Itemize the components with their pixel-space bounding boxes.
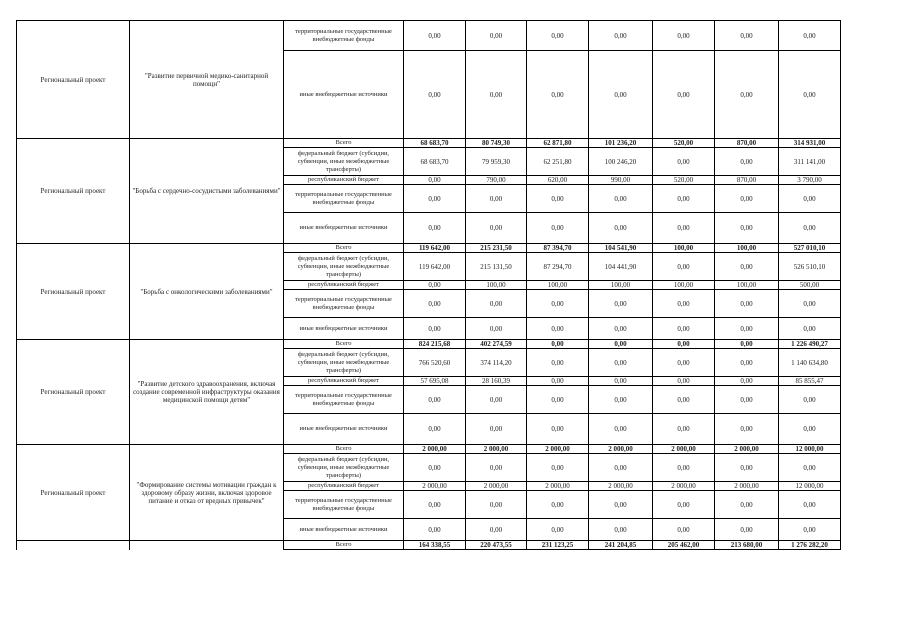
project-name: "Развитие детского здравоохранения, включая создание современной инфраструктуры оказания медицинской помощи детям" [130, 340, 284, 445]
project-type: Региональный проект [17, 139, 130, 244]
value-cell: 0,00 [715, 253, 779, 281]
value-cell: 0,00 [653, 318, 715, 340]
value-cell: 0,00 [404, 519, 466, 541]
funding-source: территориальные государственные внебюджетные фонды [284, 21, 404, 51]
value-cell: 0,00 [779, 290, 841, 318]
value-cell: 100,00 [466, 281, 527, 290]
value-cell: 68 683,70 [404, 148, 466, 176]
value-cell: 0,00 [589, 414, 653, 445]
value-cell: 402 274,59 [466, 340, 527, 349]
value-cell: 62 871,80 [527, 139, 589, 148]
project-type: Региональный проект [17, 445, 130, 541]
value-cell: 12 000,00 [779, 445, 841, 454]
value-cell: 0,00 [466, 213, 527, 244]
value-cell: 520,00 [653, 176, 715, 185]
value-cell: 2 000,00 [715, 482, 779, 491]
project-name: "Формирование системы мотивации граждан к здоровому образу жизни, включая здоровое питание и отказ от вредных привычек" [130, 445, 284, 541]
funding-source: территориальные государственные внебюджетные фонды [284, 185, 404, 213]
value-cell: 100,00 [653, 281, 715, 290]
funding-source: Всего [284, 340, 404, 349]
value-cell: 0,00 [715, 519, 779, 541]
value-cell: 1 140 634,80 [779, 349, 841, 377]
project-type: Региональный проект [17, 21, 130, 139]
value-cell: 0,00 [589, 454, 653, 482]
value-cell: 0,00 [466, 519, 527, 541]
value-cell: 87 294,70 [527, 253, 589, 281]
value-cell: 1 276 282,20 [779, 541, 841, 550]
funding-source: иные внебюджетные источники [284, 318, 404, 340]
value-cell: 0,00 [589, 340, 653, 349]
value-cell: 0,00 [527, 454, 589, 482]
funding-source: федеральный бюджет (субсидии, субвенции, иные межбюджетные трансферты) [284, 349, 404, 377]
value-cell: 100,00 [715, 244, 779, 253]
value-cell: 0,00 [653, 21, 715, 51]
value-cell: 0,00 [466, 454, 527, 482]
funding-source: республиканский бюджет [284, 281, 404, 290]
funding-source: федеральный бюджет (субсидии, субвенции, иные межбюджетные трансферты) [284, 148, 404, 176]
value-cell: 0,00 [527, 21, 589, 51]
value-cell: 0,00 [404, 491, 466, 519]
value-cell: 215 131,50 [466, 253, 527, 281]
empty-cell [130, 541, 284, 550]
value-cell: 1 226 490,27 [779, 340, 841, 349]
value-cell: 870,00 [715, 176, 779, 185]
value-cell: 0,00 [779, 213, 841, 244]
value-cell: 0,00 [715, 386, 779, 414]
project-type: Региональный проект [17, 340, 130, 445]
value-cell: 0,00 [715, 21, 779, 51]
value-cell: 0,00 [779, 386, 841, 414]
total-row [17, 139, 841, 148]
value-cell: 0,00 [466, 414, 527, 445]
value-cell: 527 010,10 [779, 244, 841, 253]
value-cell: 213 680,00 [715, 541, 779, 550]
project-name: "Развитие первичной медико-санитарной помощи" [130, 21, 284, 139]
value-cell: 0,00 [653, 454, 715, 482]
value-cell: 79 959,30 [466, 148, 527, 176]
value-cell: 100,00 [653, 244, 715, 253]
value-cell: 0,00 [653, 290, 715, 318]
value-cell: 0,00 [715, 51, 779, 139]
value-cell: 231 123,25 [527, 541, 589, 550]
value-cell: 101 236,20 [589, 139, 653, 148]
value-cell: 0,00 [779, 21, 841, 51]
value-cell: 100,00 [589, 281, 653, 290]
funding-source: федеральный бюджет (субсидии, субвенции, иные межбюджетные трансферты) [284, 454, 404, 482]
value-cell: 0,00 [715, 318, 779, 340]
value-cell: 215 231,50 [466, 244, 527, 253]
value-cell: 790,00 [466, 176, 527, 185]
value-cell: 3 790,00 [779, 176, 841, 185]
value-cell: 2 000,00 [527, 482, 589, 491]
value-cell: 2 000,00 [589, 482, 653, 491]
value-cell: 2 000,00 [653, 445, 715, 454]
value-cell: 766 520,60 [404, 349, 466, 377]
value-cell: 0,00 [779, 414, 841, 445]
value-cell: 100,00 [527, 281, 589, 290]
total-row [17, 445, 841, 454]
value-cell: 0,00 [404, 318, 466, 340]
value-cell: 0,00 [653, 213, 715, 244]
funding-source: республиканский бюджет [284, 377, 404, 386]
funding-source: иные внебюджетные источники [284, 213, 404, 244]
value-cell: 0,00 [779, 185, 841, 213]
value-cell: 0,00 [653, 491, 715, 519]
value-cell: 0,00 [466, 21, 527, 51]
value-cell: 104 441,90 [589, 253, 653, 281]
value-cell: 0,00 [404, 21, 466, 51]
value-cell: 119 642,00 [404, 253, 466, 281]
value-cell: 0,00 [715, 349, 779, 377]
value-cell: 62 251,80 [527, 148, 589, 176]
funding-source: иные внебюджетные источники [284, 519, 404, 541]
budget-table [16, 20, 841, 550]
value-cell: 0,00 [653, 185, 715, 213]
project-name: "Борьба с онкологическими заболеваниями" [130, 244, 284, 340]
value-cell: 374 114,20 [466, 349, 527, 377]
value-cell: 0,00 [653, 377, 715, 386]
value-cell: 0,00 [527, 414, 589, 445]
value-cell: 500,00 [779, 281, 841, 290]
value-cell: 0,00 [527, 519, 589, 541]
total-row [17, 340, 841, 349]
value-cell: 205 462,00 [653, 541, 715, 550]
value-cell: 0,00 [653, 386, 715, 414]
value-cell: 0,00 [527, 290, 589, 318]
value-cell: 0,00 [779, 491, 841, 519]
value-cell: 2 000,00 [466, 445, 527, 454]
value-cell: 57 695,08 [404, 377, 466, 386]
value-cell: 85 855,47 [779, 377, 841, 386]
funding-source: Всего [284, 244, 404, 253]
value-cell: 2 000,00 [589, 445, 653, 454]
value-cell: 0,00 [715, 454, 779, 482]
value-cell: 0,00 [404, 51, 466, 139]
project-type: Региональный проект [17, 244, 130, 340]
table-row [17, 21, 841, 51]
value-cell: 0,00 [466, 51, 527, 139]
value-cell: 0,00 [589, 318, 653, 340]
funding-source: Всего [284, 445, 404, 454]
grand-total-row [17, 541, 841, 550]
value-cell: 2 000,00 [404, 482, 466, 491]
value-cell: 0,00 [466, 318, 527, 340]
value-cell: 0,00 [653, 349, 715, 377]
value-cell: 2 000,00 [653, 482, 715, 491]
value-cell: 0,00 [779, 51, 841, 139]
value-cell: 0,00 [653, 148, 715, 176]
value-cell: 100,00 [715, 281, 779, 290]
value-cell: 0,00 [466, 185, 527, 213]
value-cell: 68 683,70 [404, 139, 466, 148]
value-cell: 0,00 [589, 213, 653, 244]
value-cell: 80 749,30 [466, 139, 527, 148]
value-cell: 0,00 [653, 51, 715, 139]
value-cell: 0,00 [779, 454, 841, 482]
value-cell: 2 000,00 [466, 482, 527, 491]
value-cell: 12 000,00 [779, 482, 841, 491]
value-cell: 0,00 [715, 491, 779, 519]
value-cell: 824 215,68 [404, 340, 466, 349]
total-row [17, 244, 841, 253]
value-cell: 0,00 [589, 51, 653, 139]
value-cell: 0,00 [466, 386, 527, 414]
value-cell: 0,00 [589, 349, 653, 377]
value-cell: 0,00 [715, 340, 779, 349]
value-cell: 241 204,85 [589, 541, 653, 550]
value-cell: 0,00 [404, 290, 466, 318]
value-cell: 0,00 [527, 213, 589, 244]
value-cell: 2 000,00 [715, 445, 779, 454]
value-cell: 311 141,00 [779, 148, 841, 176]
value-cell: 0,00 [589, 185, 653, 213]
funding-source: федеральный бюджет (субсидии, субвенции, иные межбюджетные трансферты) [284, 253, 404, 281]
value-cell: 0,00 [466, 491, 527, 519]
value-cell: 100 246,20 [589, 148, 653, 176]
value-cell: 220 473,55 [466, 541, 527, 550]
value-cell: 0,00 [527, 185, 589, 213]
value-cell: 0,00 [589, 377, 653, 386]
funding-source: Всего [284, 541, 404, 550]
value-cell: 870,00 [715, 139, 779, 148]
value-cell: 0,00 [527, 377, 589, 386]
value-cell: 0,00 [589, 21, 653, 51]
funding-source: Всего [284, 139, 404, 148]
value-cell: 0,00 [715, 414, 779, 445]
value-cell: 0,00 [589, 519, 653, 541]
value-cell: 0,00 [404, 176, 466, 185]
value-cell: 0,00 [715, 185, 779, 213]
funding-source: территориальные государственные внебюджетные фонды [284, 491, 404, 519]
value-cell: 0,00 [715, 148, 779, 176]
value-cell: 0,00 [527, 349, 589, 377]
value-cell: 0,00 [779, 519, 841, 541]
empty-cell [17, 541, 130, 550]
value-cell: 0,00 [527, 51, 589, 139]
value-cell: 0,00 [527, 386, 589, 414]
value-cell: 0,00 [404, 185, 466, 213]
value-cell: 0,00 [589, 491, 653, 519]
value-cell: 620,00 [527, 176, 589, 185]
funding-source: иные внебюджетные источники [284, 51, 404, 139]
value-cell: 0,00 [466, 290, 527, 318]
value-cell: 0,00 [404, 454, 466, 482]
value-cell: 0,00 [404, 386, 466, 414]
value-cell: 0,00 [527, 491, 589, 519]
value-cell: 0,00 [404, 281, 466, 290]
value-cell: 0,00 [404, 414, 466, 445]
value-cell: 0,00 [715, 377, 779, 386]
value-cell: 0,00 [779, 318, 841, 340]
funding-source: иные внебюджетные источники [284, 414, 404, 445]
value-cell: 0,00 [653, 519, 715, 541]
funding-source: республиканский бюджет [284, 482, 404, 491]
value-cell: 2 000,00 [527, 445, 589, 454]
value-cell: 0,00 [715, 290, 779, 318]
value-cell: 119 642,00 [404, 244, 466, 253]
value-cell: 0,00 [653, 253, 715, 281]
value-cell: 0,00 [527, 318, 589, 340]
value-cell: 0,00 [715, 213, 779, 244]
value-cell: 314 931,00 [779, 139, 841, 148]
value-cell: 0,00 [653, 340, 715, 349]
value-cell: 520,00 [653, 139, 715, 148]
value-cell: 526 510,10 [779, 253, 841, 281]
value-cell: 164 338,55 [404, 541, 466, 550]
value-cell: 0,00 [527, 340, 589, 349]
funding-source: территориальные государственные внебюджетные фонды [284, 386, 404, 414]
funding-source: территориальные государственные внебюджетные фонды [284, 290, 404, 318]
value-cell: 0,00 [653, 414, 715, 445]
value-cell: 28 160,39 [466, 377, 527, 386]
value-cell: 2 000,00 [404, 445, 466, 454]
value-cell: 104 541,90 [589, 244, 653, 253]
value-cell: 87 394,70 [527, 244, 589, 253]
project-name: "Борьба с сердечно-сосудистыми заболеваниями" [130, 139, 284, 244]
value-cell: 990,00 [589, 176, 653, 185]
value-cell: 0,00 [404, 213, 466, 244]
value-cell: 0,00 [589, 290, 653, 318]
funding-source: республиканский бюджет [284, 176, 404, 185]
value-cell: 0,00 [589, 386, 653, 414]
